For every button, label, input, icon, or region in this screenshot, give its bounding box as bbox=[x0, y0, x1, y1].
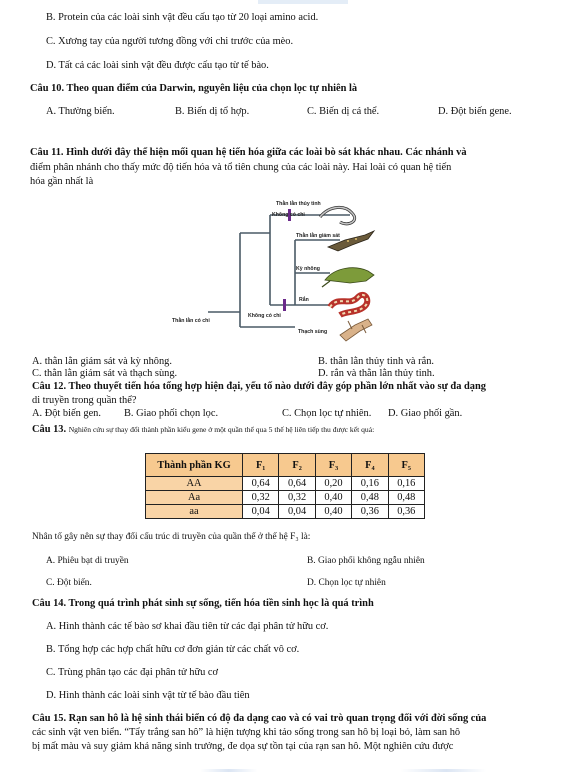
value-cell: 0,16 bbox=[352, 477, 388, 491]
tree-label-khong-chi-top: Không có chi bbox=[272, 212, 305, 218]
genotype-cell: Aa bbox=[146, 491, 243, 505]
gecko-icon bbox=[340, 319, 372, 341]
q13-option-b: B. Giao phối không ngẫu nhiên bbox=[307, 556, 425, 566]
value-cell: 0,36 bbox=[352, 505, 388, 519]
q10-option-c: C. Biến dị cá thể. bbox=[307, 106, 380, 117]
q11-stem-line3: hóa gần nhất là bbox=[30, 176, 94, 187]
q13-option-d: D. Chọn lọc tự nhiên bbox=[307, 578, 386, 588]
q13-option-a: A. Phiêu bạt di truyền bbox=[46, 556, 129, 566]
header-watermark bbox=[258, 0, 348, 4]
table-row bbox=[146, 477, 425, 491]
q12-option-b: B. Giao phối chọn lọc. bbox=[124, 408, 219, 419]
header-cell: F₄ bbox=[352, 454, 388, 477]
genotype-cell: AA bbox=[146, 477, 243, 491]
q15-line1: Câu 15. Rạn san hô là hệ sinh thái biển có độ đa dạng cao và có vai trò quan trọng đối với đời sống của bbox=[32, 713, 487, 724]
tree-label-thuy-tinh: Thằn lằn thủy tinh bbox=[276, 201, 321, 207]
q12-option-a: A. Đột biến gen. bbox=[32, 408, 101, 419]
q9-option-c: C. Xương tay của người tương đồng với chi trước của mèo. bbox=[46, 36, 294, 47]
q13-option-c: C. Đột biến. bbox=[46, 578, 92, 588]
genotype-cell: aa bbox=[146, 505, 243, 519]
tree-label-ran: Rắn bbox=[299, 297, 309, 303]
q15-line3: bị mất màu và suy giảm khả năng sinh trưởng, đe dọa sự tồn tại của rạn san hô. Một nghiên cứu được bbox=[32, 741, 454, 752]
table-row bbox=[146, 505, 425, 519]
q9-option-d: D. Tất cả các loài sinh vật đều được cấu tạo từ tế bào. bbox=[46, 60, 269, 71]
q14-option-b: B. Tổng hợp các hợp chất hữu cơ đơn giản từ các chất vô cơ. bbox=[46, 644, 300, 655]
tree-label-giam-sat: Thằn lằn giám sát bbox=[296, 233, 340, 239]
value-cell: 0,40 bbox=[315, 491, 351, 505]
value-cell: 0,32 bbox=[243, 491, 279, 505]
value-cell: 0,04 bbox=[279, 505, 315, 519]
value-cell: 0,32 bbox=[279, 491, 315, 505]
q12-stem-line1: Câu 12. Theo thuyết tiến hóa tổng hợp hiện đại, yếu tố nào dưới đây góp phần lớn nhất vào sự đa dạng bbox=[32, 381, 486, 392]
header-cell: F₃ bbox=[315, 454, 351, 477]
limb-loss-marker-bottom bbox=[283, 299, 286, 311]
q15-line2: các sinh vật ven biển. “Tẩy trắng san hô” là hiện tượng khi tảo sống trong san hô bị loại bỏ, làm san hô bbox=[32, 727, 461, 738]
q13-stem-text: Nghiên cứu sự thay đổi thành phần kiểu gene ở một quần thể qua 5 thế hệ liên tiếp thu được kết quả: bbox=[68, 425, 375, 434]
q11-option-d: D. rắn và thằn lằn thủy tinh. bbox=[318, 368, 435, 379]
q10-stem: Câu 10. Theo quan điểm của Darwin, nguyên liệu của chọn lọc tự nhiên là bbox=[30, 83, 358, 94]
header-cell: F₂ bbox=[279, 454, 315, 477]
header-cell: F₅ bbox=[388, 454, 424, 477]
q11-option-a: A. thằn lằn giám sát và kỳ nhông. bbox=[32, 356, 172, 367]
q14-option-d: D. Hình thành các loài sinh vật từ tế bào đầu tiên bbox=[46, 690, 250, 701]
phylogenetic-tree-figure bbox=[170, 195, 380, 345]
q14-option-a: A. Hình thành các tế bào sơ khai đầu tiên từ các đại phân tử hữu cơ. bbox=[46, 621, 329, 632]
tree-label-thach-sung: Thạch sùng bbox=[298, 329, 328, 335]
value-cell: 0,64 bbox=[243, 477, 279, 491]
q13-question: Nhân tố gây nên sự thay đổi cấu trúc di truyền của quần thể ở thế hệ F₃ là: bbox=[32, 532, 311, 542]
q12-option-c: C. Chọn lọc tự nhiên. bbox=[282, 408, 372, 419]
q10-option-a: A. Thường biến. bbox=[46, 106, 115, 117]
q14-stem: Câu 14. Trong quá trình phát sinh sự sống, tiến hóa tiền sinh học là quá trình bbox=[32, 598, 374, 609]
q11-option-c: C. thằn lằn giám sát và thạch sùng. bbox=[32, 368, 178, 379]
q11-stem-line1: Câu 11. Hình dưới đây thể hiện mối quan hệ tiến hóa giữa các loài bò sát khác nhau. Các nhánh và bbox=[30, 147, 467, 158]
genotype-table-header bbox=[146, 454, 425, 477]
tree-label-ky-nhong: Kỳ nhông bbox=[296, 266, 320, 272]
value-cell: 0,04 bbox=[243, 505, 279, 519]
q10-option-d: D. Đột biến gene. bbox=[438, 106, 512, 117]
value-cell: 0,20 bbox=[315, 477, 351, 491]
q9-option-b: B. Protein của các loài sinh vật đều cấu tạo từ 20 loại amino acid. bbox=[46, 12, 319, 23]
iguana-icon bbox=[322, 268, 374, 287]
tree-label-co-chi: Thằn lằn có chi bbox=[172, 318, 210, 324]
q10-option-b: B. Biến dị tổ hợp. bbox=[175, 106, 250, 117]
q11-stem-line2: điểm phân nhánh cho thấy mức độ tiến hóa và tổ tiên chung của các loài này. Hai loài có quan hệ tiến bbox=[30, 162, 452, 173]
q13-stem bbox=[32, 424, 374, 436]
q14-option-c: C. Trùng phân tạo các đại phân tử hữu cơ bbox=[46, 667, 219, 678]
value-cell: 0,48 bbox=[352, 491, 388, 505]
q11-option-b: B. thằn lằn thủy tinh và rắn. bbox=[318, 356, 435, 367]
value-cell: 0,48 bbox=[388, 491, 424, 505]
snake-icon bbox=[330, 295, 367, 315]
value-cell: 0,36 bbox=[388, 505, 424, 519]
table-row bbox=[146, 491, 425, 505]
q13-label: Câu 13. bbox=[32, 424, 67, 435]
value-cell: 0,16 bbox=[388, 477, 424, 491]
value-cell: 0,64 bbox=[279, 477, 315, 491]
q12-option-d: D. Giao phối gần. bbox=[388, 408, 463, 419]
header-cell: F₁ bbox=[243, 454, 279, 477]
genotype-table bbox=[145, 453, 425, 519]
value-cell: 0,40 bbox=[315, 505, 351, 519]
tree-label-khong-chi-bottom: Không có chi bbox=[248, 313, 281, 319]
q12-stem-line2: di truyền trong quần thể? bbox=[32, 395, 137, 406]
header-cell: Thành phần KG bbox=[146, 454, 243, 477]
